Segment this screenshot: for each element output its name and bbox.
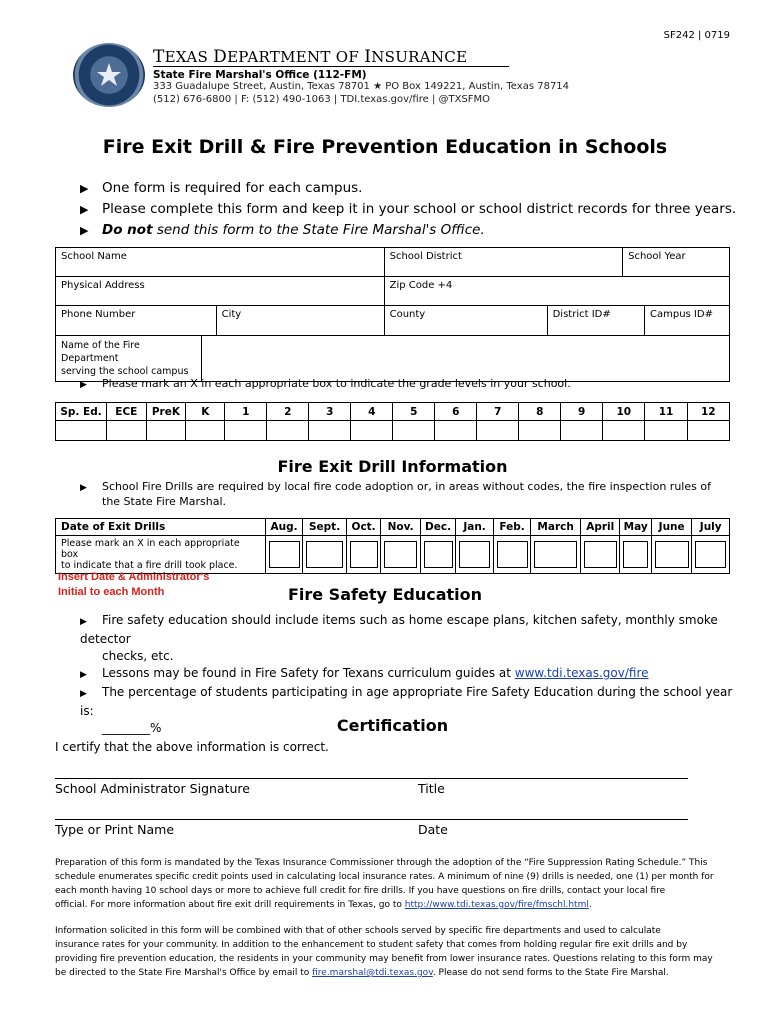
grade-header: 7 xyxy=(477,403,519,421)
arrow-bullet-icon: ▶ xyxy=(80,483,87,493)
arrow-bullet-icon: ▶ xyxy=(80,670,87,680)
form-number: SF242 | 0719 xyxy=(663,30,730,41)
signature-label: School Administrator Signature xyxy=(55,781,250,796)
month-checkbox[interactable] xyxy=(459,541,490,568)
print-name-label: Type or Print Name xyxy=(55,822,175,837)
grade-header: ECE xyxy=(107,403,147,421)
month-header: April xyxy=(580,519,620,536)
signature-line[interactable] xyxy=(55,778,688,779)
drill-table xyxy=(55,518,730,574)
page-title: Fire Exit Drill & Fire Prevention Education in Schools xyxy=(102,136,668,158)
title-label: Title xyxy=(418,781,445,796)
grade-checkbox[interactable] xyxy=(687,421,729,441)
month-cell xyxy=(531,536,581,574)
grade-checkbox[interactable] xyxy=(186,421,225,441)
zip-field[interactable]: Zip Code +4 xyxy=(384,277,729,306)
month-cell xyxy=(620,536,651,574)
footer-paragraph-1: Preparation of this form is mandated by the Texas Insurance Commissioner through the adoption of the “Fire Suppression Rating Schedule.” This schedule enumerates specific credit points used in calculating local insurance rates. A minimum of nine (9) drills is needed, one (1) per month for each month having 10 school days or more to achieve full credit for fire drills. If you have questions on fire drills, contact your local fire official. For more information about fire exit drill requirements in Texas, go to http://www.tdi.texas.gov/fire/fmschl.html. xyxy=(55,858,714,910)
header-rule xyxy=(153,66,509,67)
certification-statement: I certify that the above information is correct. xyxy=(55,740,329,754)
office-address: 333 Guadalupe Street, Austin, Texas 78701 ★ PO Box 149221, Austin, Texas 78714 xyxy=(153,81,570,92)
month-checkbox[interactable] xyxy=(584,541,617,568)
percentage-field[interactable]: ________% xyxy=(102,721,162,735)
list-item: ▶ One form is required for each campus. xyxy=(80,178,736,199)
month-header: Oct. xyxy=(346,519,380,536)
month-checkbox[interactable] xyxy=(424,541,453,568)
education-heading: Fire Safety Education xyxy=(287,585,483,604)
office-name: State Fire Marshal's Office (112-FM) xyxy=(153,69,367,81)
month-checkbox[interactable] xyxy=(655,541,689,568)
fire-drill-requirements-link[interactable]: http://www.tdi.texas.gov/fire/fmschl.html xyxy=(404,900,589,910)
list-item: ▶ Fire safety education should include items such as home escape plans, kitchen safety, monthly smoke detector checks, etc. xyxy=(80,613,718,663)
month-cell xyxy=(420,536,455,574)
grade-checkbox[interactable] xyxy=(603,421,645,441)
list-item: ▶ The percentage of students participating in age appropriate Fire Safety Education during the school year is: ________% xyxy=(80,685,733,735)
drill-note: ▶ School Fire Drills are required by local fire code adoption or, in areas without codes, the fire inspection rules of the State Fire Marshal. xyxy=(80,480,711,508)
date-label: Date xyxy=(418,822,448,837)
grades-instruction: ▶ Please mark an X in each appropriate box to indicate the grade levels in your school. xyxy=(80,377,571,390)
grade-checkbox[interactable] xyxy=(477,421,519,441)
month-header: Feb. xyxy=(493,519,531,536)
month-cell xyxy=(265,536,303,574)
school-name-field[interactable]: School Name xyxy=(56,248,385,277)
grade-checkbox[interactable] xyxy=(351,421,393,441)
month-header: March xyxy=(531,519,581,536)
month-checkbox[interactable] xyxy=(695,541,726,568)
month-header: Jan. xyxy=(456,519,494,536)
month-checkbox[interactable] xyxy=(306,541,343,568)
grade-checkbox[interactable] xyxy=(267,421,309,441)
grade-header: 10 xyxy=(603,403,645,421)
grade-header: 3 xyxy=(309,403,351,421)
arrow-bullet-icon: ▶ xyxy=(80,617,87,627)
drill-heading: Fire Exit Drill Information xyxy=(277,457,508,476)
grade-header: 8 xyxy=(519,403,561,421)
month-cell xyxy=(346,536,380,574)
campus-id-field[interactable]: Campus ID# xyxy=(645,306,730,336)
month-cell xyxy=(303,536,347,574)
month-header: Nov. xyxy=(381,519,421,536)
grade-header: 5 xyxy=(393,403,435,421)
grade-header: 2 xyxy=(267,403,309,421)
month-header: July xyxy=(692,519,730,536)
month-cell xyxy=(456,536,494,574)
grade-checkbox[interactable] xyxy=(146,421,186,441)
month-checkbox[interactable] xyxy=(497,541,528,568)
fire-dept-field[interactable] xyxy=(202,336,730,382)
list-item: ▶ Do not send this form to the State Fire Marshal's Office. xyxy=(80,220,736,241)
month-cell xyxy=(493,536,531,574)
list-item: ▶ Lessons may be found in Fire Safety for Texans curriculum guides at www.tdi.texas.gov/fire xyxy=(80,665,740,684)
grade-checkbox[interactable] xyxy=(309,421,351,441)
city-field[interactable]: City xyxy=(216,306,384,336)
list-item: ▶ Please complete this form and keep it in your school or school district records for three years. xyxy=(80,199,736,220)
name-line[interactable] xyxy=(55,819,688,820)
grade-header: 9 xyxy=(561,403,603,421)
grade-checkbox[interactable] xyxy=(561,421,603,441)
red-note: Insert Date & Administrator's Initial to each Month xyxy=(58,571,210,598)
month-checkbox[interactable] xyxy=(350,541,378,568)
month-checkbox[interactable] xyxy=(384,541,417,568)
month-checkbox[interactable] xyxy=(623,541,648,568)
email-link[interactable]: fire.marshal@tdi.texas.gov xyxy=(312,968,433,978)
drill-instruction: Please mark an X in each appropriate box to indicate that a fire drill took place. xyxy=(56,536,266,574)
district-id-field[interactable]: District ID# xyxy=(547,306,644,336)
intro-bullets xyxy=(80,178,736,241)
month-header: Aug. xyxy=(265,519,303,536)
office-contact: (512) 676-6800 | F: (512) 490-1063 | TDI.texas.gov/fire | @TXSFMO xyxy=(153,94,491,105)
physical-address-field[interactable]: Physical Address xyxy=(56,277,385,306)
school-info-table xyxy=(55,247,730,382)
arrow-bullet-icon: ▶ xyxy=(80,380,87,390)
grade-header: 6 xyxy=(435,403,477,421)
grade-checkbox[interactable] xyxy=(107,421,147,441)
grade-checkbox[interactable] xyxy=(56,421,107,441)
texas-seal-logo xyxy=(73,43,145,107)
grade-header: 1 xyxy=(225,403,267,421)
date-of-drills-label: Date of Exit Drills xyxy=(56,519,266,536)
fire-curriculum-link[interactable]: www.tdi.texas.gov/fire xyxy=(514,666,649,680)
grade-checkbox[interactable] xyxy=(393,421,435,441)
month-header: May xyxy=(620,519,651,536)
grade-header: PreK xyxy=(146,403,186,421)
grade-checkbox[interactable] xyxy=(435,421,477,441)
month-checkbox[interactable] xyxy=(534,541,577,568)
month-header: Sept. xyxy=(303,519,347,536)
month-cell xyxy=(381,536,421,574)
footer-paragraph-2: Information solicited in this form will be combined with that of other schools served by specific fire departments and used to calculate insurance rates for your community. In addition to the enhancement to student safety that comes from holding regular fire exit drills and by providing fire prevention education, the residents in your community may benefit from lower insurance rates. Questions relating to this form may be directed to the State Fire Marshal's Office by email to fire.marshal@tdi.texas.gov. Please do not send forms to the State Fire Marshal. xyxy=(55,926,713,978)
fire-dept-label: Name of the Fire Department serving the school campus xyxy=(56,336,202,382)
arrow-bullet-icon: ▶ xyxy=(80,203,89,216)
grade-checkbox[interactable] xyxy=(645,421,687,441)
month-cell xyxy=(651,536,692,574)
grade-header: Sp. Ed. xyxy=(56,403,107,421)
grade-header: K xyxy=(186,403,225,421)
grade-header: 12 xyxy=(687,403,729,421)
grade-header: 11 xyxy=(645,403,687,421)
school-district-field[interactable]: School District xyxy=(384,248,623,277)
certification-heading: Certification xyxy=(336,716,449,735)
month-header: June xyxy=(651,519,692,536)
arrow-bullet-icon: ▶ xyxy=(80,689,87,699)
grade-checkbox[interactable] xyxy=(519,421,561,441)
month-checkbox[interactable] xyxy=(269,541,300,568)
county-field[interactable]: County xyxy=(384,306,547,336)
grade-levels-table xyxy=(55,402,730,441)
phone-field[interactable]: Phone Number xyxy=(56,306,217,336)
month-cell xyxy=(580,536,620,574)
grade-checkbox[interactable] xyxy=(225,421,267,441)
arrow-bullet-icon: ▶ xyxy=(80,182,89,195)
org-name: TEXAS DEPARTMENT OF INSURANCE xyxy=(153,47,468,67)
month-header: Dec. xyxy=(420,519,455,536)
school-year-field[interactable]: School Year xyxy=(623,248,730,277)
arrow-bullet-icon: ▶ xyxy=(80,224,89,237)
grade-header: 4 xyxy=(351,403,393,421)
month-cell xyxy=(692,536,730,574)
